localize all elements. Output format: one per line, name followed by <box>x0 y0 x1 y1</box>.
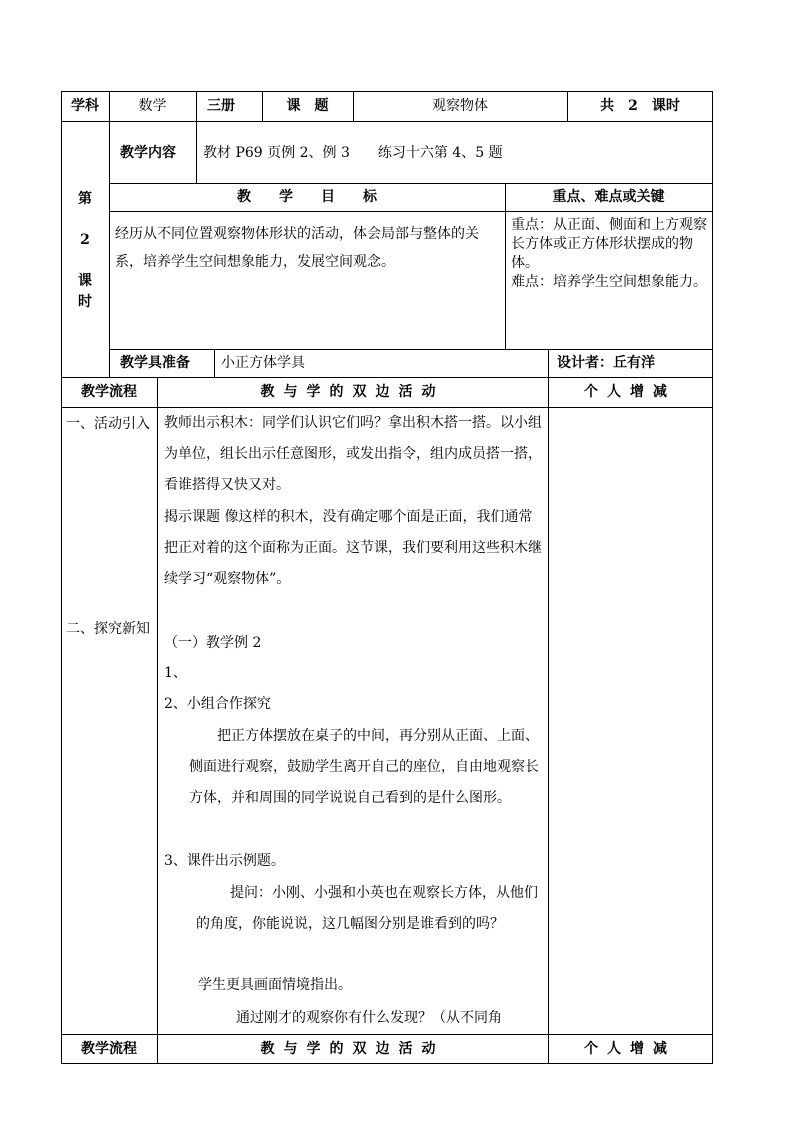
footer-header-adjust: 个人增减 <box>584 1041 676 1057</box>
process-sep-2 <box>548 377 549 1063</box>
activity-p6 <box>189 721 545 814</box>
border-bottom <box>61 1063 713 1064</box>
keypoints-text <box>511 216 707 292</box>
topic-label: 课 题 <box>286 98 329 114</box>
lesson-label-char-3: 课 <box>78 273 92 289</box>
subject-value: 数学 <box>138 98 167 114</box>
process-header-adjust: 个人增减 <box>584 384 676 400</box>
activity-p1: 教师出示积木：同学们认识它们吗？拿出积木搭一搭。以小组为单位，组长出示任意图形，或发出指令，组内成员搭一搭，看谁搭得又快又对。 <box>164 415 542 493</box>
activity-p10: 通过刚才的观察你有什么发现？（从不同角 <box>236 1010 502 1026</box>
content-label: 教学内容 <box>120 145 176 161</box>
objectives-text: 经历从不同位置观察物体形状的活动，体会局部与整体的关系，培养学生空间想象能力，发展空间观念。 <box>115 226 479 270</box>
designer: 设计者：丘有洋 <box>557 355 655 371</box>
objectives-keypoints-sep <box>505 183 506 349</box>
topic-value: 观察物体 <box>432 98 488 114</box>
materials-sep-1 <box>214 349 215 377</box>
activity-p5: 2、小组合作探究 <box>164 696 271 712</box>
process-header-activity: 教与学的双边活动 <box>260 384 445 400</box>
activity-p4: 1、 <box>164 665 187 681</box>
volume: 三册 <box>207 98 235 114</box>
keypoints-key: 重点：从正面、侧面和上方观察长方体或正方体形状摆成的物体。 <box>511 217 707 271</box>
activity-p9: 学生更具画面情境指出。 <box>198 977 352 993</box>
activity-p7: 3、课件出示例题。 <box>164 853 285 869</box>
materials-label: 教学具准备 <box>120 355 190 371</box>
footer-header-top <box>61 1034 713 1035</box>
activity-p8-text: 提问：小刚、小强和小英也在观察长方体，从他们的角度，你能说说，这几幅图分别是谁看到的吗？ <box>196 885 538 932</box>
footer-header-flow: 教学流程 <box>81 1041 137 1057</box>
step-2-label <box>66 619 156 639</box>
lesson-label-char-2: 2 <box>80 232 90 248</box>
activity-p3: （一）教学例 2 <box>164 635 262 651</box>
subject-label: 学科 <box>71 98 99 114</box>
objectives-header-bottom <box>109 211 713 212</box>
row1-bottom <box>61 121 713 122</box>
objectives-header: 教 学 目 标 <box>237 189 377 205</box>
keypoints-difficulty: 难点：培养学生空间想象能力。 <box>511 274 707 290</box>
content-row-bottom <box>109 183 713 184</box>
footer-header-activity: 教与学的双边活动 <box>260 1041 445 1057</box>
lesson-label-char-1: 第 <box>78 191 92 207</box>
content-value: 教材 P69 页例 2、例 3 练习十六第 4、5 题 <box>203 145 503 161</box>
step-2-text: 二、探究新知 <box>66 621 150 637</box>
activity-p6-text: 把正方体摆放在桌子的中间，再分别从正面、上面、侧面进行观察，鼓励学生离开自己的座位，自由地观察长方体，并和周围的同学说说自己看到的是什么图形。 <box>189 728 539 806</box>
step-1-label <box>66 414 156 434</box>
total-hours: 共 2 课时 <box>600 98 680 114</box>
keypoints-header: 重点、难点或关键 <box>552 189 665 205</box>
border-top <box>61 91 713 92</box>
activity-p2: 揭示课题 像这样的积木，没有确定哪个面是正面，我们通常把正对着的这个面称为正面。这节课，我们要利用这些积木继续学习“观察物体”。 <box>164 509 542 587</box>
objectives-body-bottom <box>109 349 713 350</box>
step-1-text: 一、活动引入 <box>66 416 150 432</box>
lesson-label-char-4: 时 <box>78 294 92 310</box>
materials-sep-2 <box>548 349 549 377</box>
process-header-top <box>61 377 713 378</box>
process-sep-1 <box>157 377 158 1063</box>
process-header-flow: 教学流程 <box>81 384 137 400</box>
activity-p8 <box>196 878 544 940</box>
lesson-col-divider <box>109 121 110 377</box>
materials-value: 小正方体学具 <box>221 355 305 371</box>
content-sep <box>196 121 197 183</box>
border-right <box>712 91 713 1064</box>
